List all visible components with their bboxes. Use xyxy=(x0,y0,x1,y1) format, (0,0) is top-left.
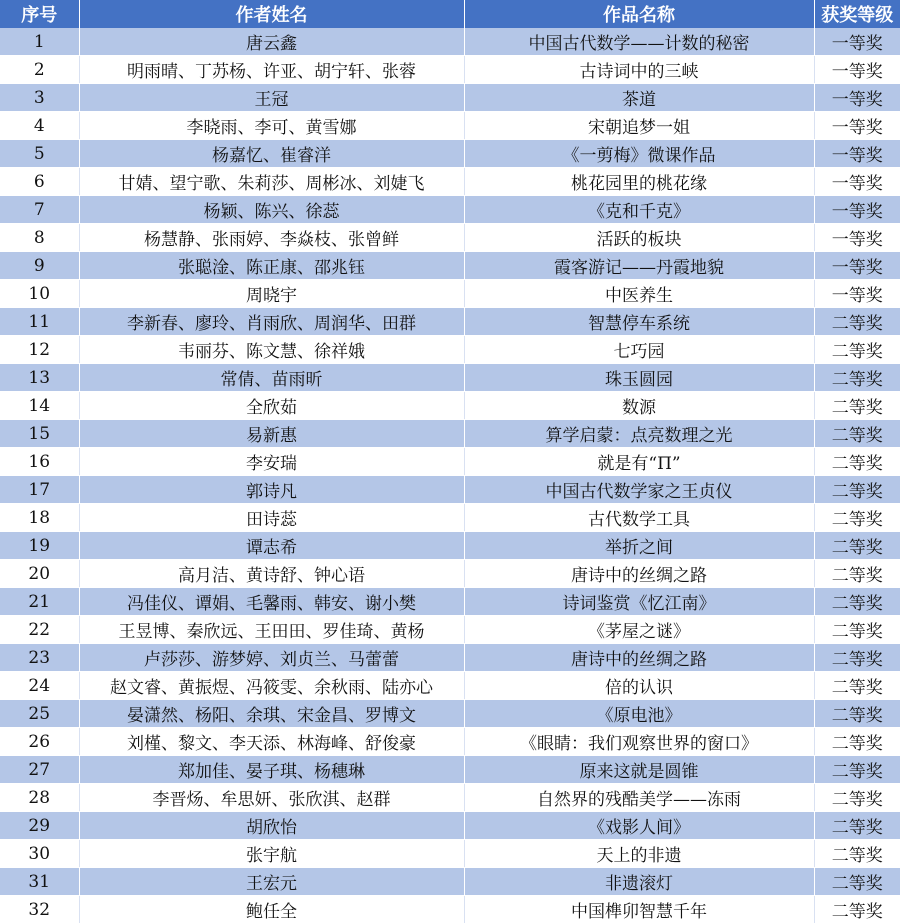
cell-authors: 赵文睿、黄振煜、冯筱雯、余秋雨、陆亦心 xyxy=(79,672,464,700)
table-row xyxy=(0,56,900,84)
cell-award: 二等奖 xyxy=(814,392,900,420)
header-work: 作品名称 xyxy=(464,0,814,28)
header-index: 序号 xyxy=(0,0,79,28)
cell-award: 二等奖 xyxy=(814,644,900,672)
cell-authors: 明雨晴、丁苏杨、许亚、胡宁轩、张蓉 xyxy=(79,56,464,84)
cell-award: 一等奖 xyxy=(814,84,900,112)
cell-award: 一等奖 xyxy=(814,196,900,224)
cell-index: 19 xyxy=(0,532,79,560)
cell-work: 珠玉圆园 xyxy=(464,364,814,392)
cell-index: 11 xyxy=(0,308,79,336)
cell-work: 古诗词中的三峡 xyxy=(464,56,814,84)
cell-work: 中国榫卯智慧千年 xyxy=(464,896,814,924)
table-row xyxy=(0,308,900,336)
cell-authors: 田诗蕊 xyxy=(79,504,464,532)
cell-index: 16 xyxy=(0,448,79,476)
table-row xyxy=(0,700,900,728)
cell-index: 18 xyxy=(0,504,79,532)
cell-index: 22 xyxy=(0,616,79,644)
table-row xyxy=(0,224,900,252)
cell-award: 一等奖 xyxy=(814,112,900,140)
cell-award: 二等奖 xyxy=(814,336,900,364)
cell-award: 二等奖 xyxy=(814,364,900,392)
table-row xyxy=(0,392,900,420)
table-row xyxy=(0,448,900,476)
table-row xyxy=(0,756,900,784)
table-row xyxy=(0,336,900,364)
cell-index: 14 xyxy=(0,392,79,420)
cell-work: 举折之间 xyxy=(464,532,814,560)
cell-award: 二等奖 xyxy=(814,504,900,532)
cell-award: 二等奖 xyxy=(814,896,900,924)
cell-work: 原来这就是圆锥 xyxy=(464,756,814,784)
cell-award: 二等奖 xyxy=(814,448,900,476)
cell-award: 二等奖 xyxy=(814,812,900,840)
cell-work: 中国古代数学——计数的秘密 xyxy=(464,28,814,56)
cell-index: 12 xyxy=(0,336,79,364)
cell-award: 二等奖 xyxy=(814,672,900,700)
cell-award: 二等奖 xyxy=(814,308,900,336)
cell-award: 一等奖 xyxy=(814,252,900,280)
cell-authors: 胡欣怡 xyxy=(79,812,464,840)
table-row xyxy=(0,896,900,924)
header-row xyxy=(0,0,900,28)
cell-index: 32 xyxy=(0,896,79,924)
table-row xyxy=(0,364,900,392)
cell-authors: 晏潇然、杨阳、余琪、宋金昌、罗博文 xyxy=(79,700,464,728)
cell-work: 就是有“Π” xyxy=(464,448,814,476)
cell-authors: 韦丽芬、陈文慧、徐祥娥 xyxy=(79,336,464,364)
cell-authors: 杨慧静、张雨婷、李焱枝、张曾鲜 xyxy=(79,224,464,252)
cell-authors: 全欣茹 xyxy=(79,392,464,420)
cell-authors: 鲍任全 xyxy=(79,896,464,924)
cell-index: 13 xyxy=(0,364,79,392)
cell-work: 诗词鉴赏《忆江南》 xyxy=(464,588,814,616)
cell-index: 27 xyxy=(0,756,79,784)
header-award: 获奖等级 xyxy=(814,0,900,28)
cell-work: 《原电池》 xyxy=(464,700,814,728)
table-row xyxy=(0,252,900,280)
cell-index: 3 xyxy=(0,84,79,112)
cell-authors: 高月洁、黄诗舒、钟心语 xyxy=(79,560,464,588)
table-row xyxy=(0,84,900,112)
table-row xyxy=(0,812,900,840)
cell-award: 二等奖 xyxy=(814,784,900,812)
cell-authors: 李晋炀、牟思妍、张欣淇、赵群 xyxy=(79,784,464,812)
cell-authors: 李新春、廖玲、肖雨欣、周润华、田群 xyxy=(79,308,464,336)
cell-work: 《戏影人间》 xyxy=(464,812,814,840)
cell-award: 二等奖 xyxy=(814,756,900,784)
cell-index: 1 xyxy=(0,28,79,56)
cell-work: 算学启蒙：点亮数理之光 xyxy=(464,420,814,448)
cell-work: 自然界的残酷美学——冻雨 xyxy=(464,784,814,812)
cell-authors: 李晓雨、李可、黄雪娜 xyxy=(79,112,464,140)
cell-award: 二等奖 xyxy=(814,840,900,868)
cell-authors: 冯佳仪、谭娟、毛馨雨、韩安、谢小樊 xyxy=(79,588,464,616)
table-row xyxy=(0,784,900,812)
cell-authors: 唐云鑫 xyxy=(79,28,464,56)
table-header xyxy=(0,0,900,28)
table-row xyxy=(0,560,900,588)
cell-index: 17 xyxy=(0,476,79,504)
cell-authors: 张宇航 xyxy=(79,840,464,868)
cell-index: 4 xyxy=(0,112,79,140)
table-row xyxy=(0,140,900,168)
cell-index: 23 xyxy=(0,644,79,672)
cell-work: 倍的认识 xyxy=(464,672,814,700)
cell-index: 30 xyxy=(0,840,79,868)
cell-authors: 杨颖、陈兴、徐蕊 xyxy=(79,196,464,224)
cell-work: 《克和千克》 xyxy=(464,196,814,224)
cell-authors: 郑加佳、晏子琪、杨穗琳 xyxy=(79,756,464,784)
table-row xyxy=(0,420,900,448)
cell-authors: 李安瑞 xyxy=(79,448,464,476)
cell-award: 二等奖 xyxy=(814,616,900,644)
cell-index: 6 xyxy=(0,168,79,196)
cell-award: 一等奖 xyxy=(814,280,900,308)
cell-work: 唐诗中的丝绸之路 xyxy=(464,560,814,588)
table-row xyxy=(0,504,900,532)
cell-award: 二等奖 xyxy=(814,700,900,728)
cell-authors: 周晓宇 xyxy=(79,280,464,308)
cell-award: 二等奖 xyxy=(814,532,900,560)
table-row xyxy=(0,168,900,196)
cell-authors: 易新惠 xyxy=(79,420,464,448)
cell-index: 5 xyxy=(0,140,79,168)
cell-authors: 王宏元 xyxy=(79,868,464,896)
table-row xyxy=(0,532,900,560)
cell-index: 9 xyxy=(0,252,79,280)
cell-award: 一等奖 xyxy=(814,140,900,168)
table-row xyxy=(0,588,900,616)
table-row xyxy=(0,868,900,896)
cell-authors: 王昱博、秦欣远、王田田、罗佳琦、黄杨 xyxy=(79,616,464,644)
cell-award: 一等奖 xyxy=(814,28,900,56)
cell-award: 一等奖 xyxy=(814,56,900,84)
cell-work: 中医养生 xyxy=(464,280,814,308)
cell-work: 桃花园里的桃花缘 xyxy=(464,168,814,196)
cell-work: 智慧停车系统 xyxy=(464,308,814,336)
cell-index: 10 xyxy=(0,280,79,308)
cell-authors: 王冠 xyxy=(79,84,464,112)
cell-award: 二等奖 xyxy=(814,476,900,504)
cell-index: 25 xyxy=(0,700,79,728)
cell-index: 8 xyxy=(0,224,79,252)
table-row xyxy=(0,28,900,56)
cell-work: 古代数学工具 xyxy=(464,504,814,532)
cell-award: 二等奖 xyxy=(814,588,900,616)
cell-index: 2 xyxy=(0,56,79,84)
cell-work: 茶道 xyxy=(464,84,814,112)
cell-award: 二等奖 xyxy=(814,868,900,896)
table-row xyxy=(0,476,900,504)
table-row xyxy=(0,644,900,672)
cell-work: 七巧园 xyxy=(464,336,814,364)
cell-index: 24 xyxy=(0,672,79,700)
cell-authors: 谭志希 xyxy=(79,532,464,560)
table-row xyxy=(0,112,900,140)
cell-work: 霞客游记——丹霞地貌 xyxy=(464,252,814,280)
cell-index: 26 xyxy=(0,728,79,756)
table-row xyxy=(0,616,900,644)
cell-authors: 张聪淦、陈正康、邵兆钰 xyxy=(79,252,464,280)
cell-work: 《一剪梅》微课作品 xyxy=(464,140,814,168)
cell-index: 28 xyxy=(0,784,79,812)
cell-work: 数源 xyxy=(464,392,814,420)
cell-authors: 甘婧、望宁歌、朱莉莎、周彬冰、刘婕飞 xyxy=(79,168,464,196)
table-row xyxy=(0,672,900,700)
cell-authors: 常倩、苗雨昕 xyxy=(79,364,464,392)
cell-index: 15 xyxy=(0,420,79,448)
cell-index: 29 xyxy=(0,812,79,840)
cell-award: 二等奖 xyxy=(814,728,900,756)
table-row xyxy=(0,840,900,868)
cell-authors: 郭诗凡 xyxy=(79,476,464,504)
table-row xyxy=(0,280,900,308)
cell-award: 一等奖 xyxy=(814,168,900,196)
cell-authors: 杨嘉忆、崔睿洋 xyxy=(79,140,464,168)
cell-index: 31 xyxy=(0,868,79,896)
cell-work: 唐诗中的丝绸之路 xyxy=(464,644,814,672)
cell-work: 非遗滚灯 xyxy=(464,868,814,896)
cell-authors: 卢莎莎、游梦婷、刘贞兰、马蕾蕾 xyxy=(79,644,464,672)
cell-authors: 刘槿、黎文、李天添、林海峰、舒俊豪 xyxy=(79,728,464,756)
header-authors: 作者姓名 xyxy=(79,0,464,28)
cell-award: 一等奖 xyxy=(814,224,900,252)
cell-work: 宋朝追梦一姐 xyxy=(464,112,814,140)
cell-index: 20 xyxy=(0,560,79,588)
table-row xyxy=(0,728,900,756)
cell-work: 《茅屋之谜》 xyxy=(464,616,814,644)
cell-index: 21 xyxy=(0,588,79,616)
cell-award: 二等奖 xyxy=(814,420,900,448)
cell-work: 活跃的板块 xyxy=(464,224,814,252)
cell-work: 天上的非遗 xyxy=(464,840,814,868)
cell-work: 中国古代数学家之王贞仪 xyxy=(464,476,814,504)
cell-index: 7 xyxy=(0,196,79,224)
cell-award: 二等奖 xyxy=(814,560,900,588)
cell-work: 《眼睛：我们观察世界的窗口》 xyxy=(464,728,814,756)
table-row xyxy=(0,196,900,224)
table-body xyxy=(0,28,900,924)
